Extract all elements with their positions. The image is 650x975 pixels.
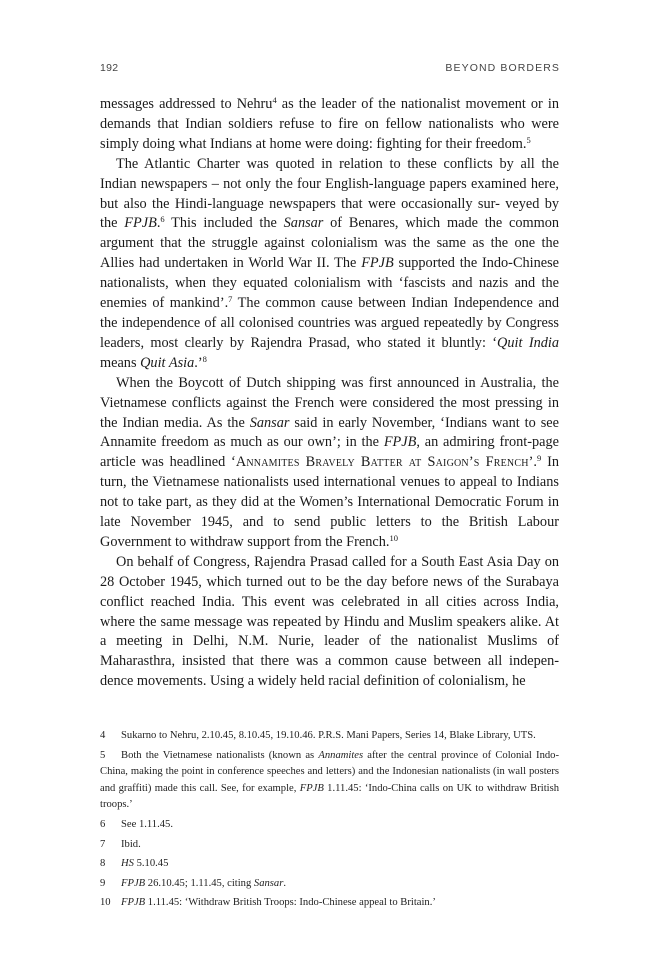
footnote-4: 4 Sukarno to Nehru, 2.10.45, 8.10.45, 19.10.46. P.R.S. Mani Papers, Series 14, Blake Library, UTS. <box>100 730 536 741</box>
footnote-ref-6[interactable]: 6 <box>160 214 165 225</box>
footnote-10: 10 FPJB 1.11.45: ‘Withdraw British Troops: Indo-Chinese appeal to Britain.’ <box>100 897 436 909</box>
footnote-7: 7 Ibid. <box>100 838 141 850</box>
paragraph-1: messages addressed to Nehru$^4$ as the leader of the nationalist movement or in demands that Indian soldiers refuse to fire on fellow nationalists who were simply doing what Indians at home were doing: fighting for their freedom.$^5$ <box>100 95 559 152</box>
footnote-9: 9 FPJB 26.10.45; 1.11.45, citing Sansar. <box>100 877 286 889</box>
headline-small-caps: Annamites Bravely Batter at Saigon’s French <box>235 454 529 471</box>
footnote-ref-5[interactable]: 5 <box>526 134 531 145</box>
footnote-ref-7[interactable]: 7 <box>228 294 233 305</box>
paragraph-2: The Atlantic Charter was quoted in relation to these conflicts by all the Indian newspapers – not only the four English-language papers examined here, but also the Hindi-language newspapers that were occasionally sur- veyed by the FPJB.$^6$ This included the Sansar of Benares, which made the common argument that the struggle against colonialism was the same as the one the Allies had undertaken in World War II. The FPJB supported the Indo-Chinese nationalists, when they equated colonialism with ‘fascists and nazis and the enemies of mankind’.$^7$ The common cause between Indian Independence and the independence of all colonised countries was argued repeatedly by Congress leaders, most clearly by Rajendra Prasad, who stated it bluntly: ‘Quit India means Quit Asia.’$^8$ <box>100 155 560 371</box>
footnote-ref-10[interactable]: 10 <box>389 532 398 543</box>
paragraph-3: When the Boycott of Dutch shipping was first announced in Australia, the Vietnamese conflicts against the French were considered the most pressing in the Indian media. As the Sansar said in early November, ‘Indians want to see Annamite freedom as much as our own’; in the FPJB, an admiring front-page article was headlined ‘Annamites Bravely Batter at Saigon’s French’.$^9$ In turn, the Vietnamese nationalists used international venues to appeal to Indians not to take part, as they did at the Women’s International Democratic Forum in late November 1945, and to send public letters to the British Labour Government to withdraw support from the French.$^{10}$ <box>100 374 559 550</box>
footnote-5: 5 Both the Vietnamese nationalists (known as Annamites after the central province of Colonial Indo-China, making the point in conference speeches and letters) and the Indonesian nationalists (in wall posters and graffiti) made this call. See, for example, FPJB 1.11.45: ‘Indo-China calls on UK to withdraw British troops.’ <box>100 749 560 811</box>
footnotes <box>100 728 559 915</box>
body-text <box>100 95 559 692</box>
footnote-ref-4[interactable]: 4 <box>272 95 277 105</box>
footnote-6: 6 See 1.11.45. <box>100 818 173 830</box>
running-header <box>100 62 560 78</box>
paragraph-4: On behalf of Congress, Rajendra Prasad called for a South East Asia Day on 28 October 1945, which turned out to be the day before news of the Surabaya conflict reached India. This event was celebrated in all cities across India, where the same message was repeated by Hindu and Muslim speakers alike. At a meeting in Delhi, N.M. Nurie, leader of the nationalist Muslims of Maharasthra, insisted that there was a common cause between all indepen- dence movements. Using a widely held racial definition of colonialism, he <box>100 553 559 690</box>
footnote-8: 8 HS 5.10.45 <box>100 858 169 870</box>
page-number: 192 <box>100 62 119 74</box>
footnote-ref-8[interactable]: 8 <box>202 353 207 364</box>
footnote-ref-9[interactable]: 9 <box>536 453 542 464</box>
running-title: BEYOND BORDERS <box>445 62 560 74</box>
